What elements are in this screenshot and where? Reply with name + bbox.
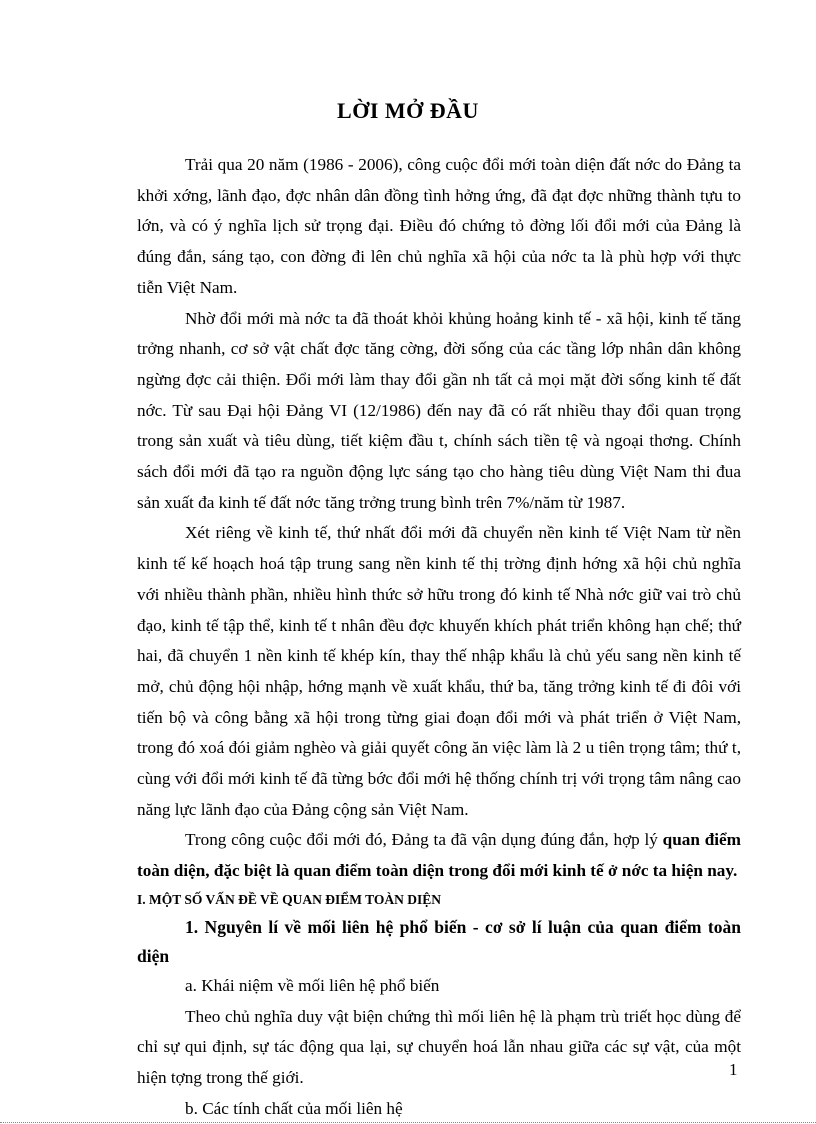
document-body [137,150,741,1124]
item-a-label: a. Khái niệm về mối liên hệ phổ biến [185,975,440,995]
item-a-text: Theo chủ nghĩa duy vật biện chứng thì mối liên hệ là phạm trù triết học dùng để chỉ sự qui định, sự tác động qua lại, sự chuyển hoá lẫn nhau giữa các sự vật, của một hiện tợng trong thế giới. [137,1006,741,1087]
item-b-label: b. Các tính chất của mối liên hệ [185,1098,403,1118]
section-heading: I. MỘT SỐ VẤN ĐỀ VỀ QUAN ĐIỂM TOÀN DIỆN [137,891,442,907]
paragraph-lead-text: Trong công cuộc đổi mới đó, Đảng ta đã vận dụng đúng đắn, hợp lý [185,830,658,850]
page-number: 1 [729,1060,738,1079]
intro-paragraph-2: Nhờ đổi mới mà nớc ta đã thoát khỏi khủng hoảng kinh tế - xã hội, kinh tế tăng trởng nhanh, cơ sở vật chất đợc tăng cờng, đời sống của các tầng lớp nhân dân không ngừng đợc cải thiện. Đổi mới làm thay đổi gần nh tất cả mọi mặt đời sống kinh tế đất nớc. Từ sau Đại hội Đảng VI (12/1986) đến nay đã có rất nhiều thay đổi quan trọng trong sản xuất và tiêu dùng, tiết kiệm đầu t, chính sách tiền tệ và ngoại thơng. Chính sách đổi mới đã tạo ra nguồn động lực sáng tạo cho hàng tiêu dùng Việt Nam thi đua sản xuất đa kinh tế đất nớc tăng trởng trung bình trên 7%/năm từ 1987. [137,308,741,512]
paragraph-bold-text: quan điểm toàn diện, đặc biệt là quan điểm toàn diện trong đổi mới kinh tế ở nớc ta hiện nay. [137,830,741,881]
intro-paragraph-4 [137,825,741,886]
intro-paragraph-3: Xét riêng về kinh tế, thứ nhất đổi mới đã chuyển nền kinh tế Việt Nam từ nền kinh tế kế hoạch hoá tập trung sang nền kinh tế thị trờng định hớng xã hội chủ nghĩa với nhiều thành phần, nhiều hình thức sở hữu trong đó kinh tế Nhà nớc giữ vai trò chủ đạo, kinh tế tập thể, kinh tế t nhân đều đợc khuyến khích phát triển không hạn chế; thứ hai, đã chuyển 1 nền kinh tế khép kín, thay thế nhập khẩu là chủ yếu sang nền kinh tế mở, chủ động hội nhập, hớng mạnh về xuất khẩu, thứ ba, tăng trởng kinh tế đi đôi với tiến bộ và công bằng xã hội trong từng giai đoạn đổi mới và phát triển ở Việt Nam, trong đó xoá đói giảm nghèo và giải quyết công ăn việc làm là 2 u tiên trọng tâm; thứ t, cùng với đổi mới kinh tế đã từng bớc đổi mới hệ thống chính trị với trọng tâm nâng cao năng lực lãnh đạo của Đảng cộng sản Việt Nam. [137,523,741,819]
subsection-heading: 1. Nguyên lí về mối liên hệ phổ biến - cơ sở lí luận của quan điểm toàn diện [137,916,741,966]
page-title: LỜI MỞ ĐẦU [337,98,479,123]
intro-paragraph-1: Trải qua 20 năm (1986 - 2006), công cuộc đổi mới toàn diện đất nớc do Đảng ta khởi xớng, lãnh đạo, đợc nhân dân đồng tình hởng ứng, đã đạt đợc những thành tựu to lớn, và có ý nghĩa lịch sử trọng đại. Điều đó chứng tỏ đờng lối đổi mới của Đảng là đúng đắn, sáng tạo, con đờng đi lên chủ nghĩa xã hội của nớc ta là phù hợp với thực tiễn Việt Nam. [137,155,741,297]
